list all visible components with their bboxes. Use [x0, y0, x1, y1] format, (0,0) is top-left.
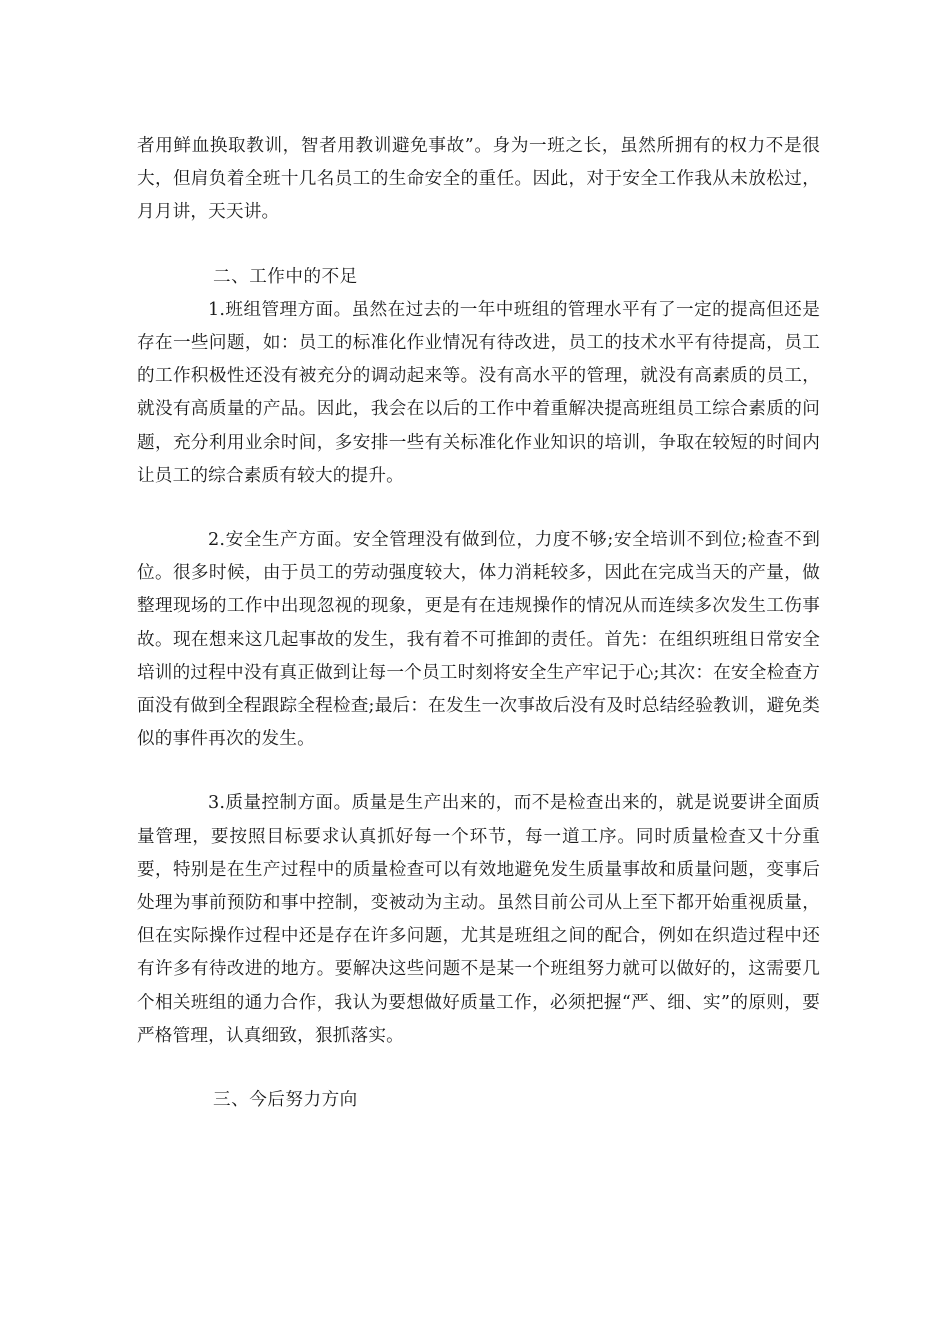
- section-heading-future-direction: 三、今后努力方向: [213, 1090, 358, 1111]
- section-heading-shortcomings: 二、工作中的不足: [213, 266, 358, 287]
- intro-paragraph: 者用鲜血换取教训，智者用教训避免事故”。身为一班之长，虽然所拥有的权力不是很大，但肩负着全班十几名员工的生命安全的重任。因此，对于安全工作我从未放松过，月月讲，天天讲。: [137, 136, 820, 223]
- paragraph-team-management: 1.班组管理方面。虽然在过去的一年中班组的管理水平有了一定的提高但还是存在一些问题，如：员工的标准化作业情况有待改进，员工的技术水平有待提高，员工的工作积极性还没有被充分的调动起来等。没有高水平的管理，就没有高素质的员工，就没有高质量的产品。因此，我会在以后的工作中着重解决提高班组员工综合素质的问题，充分利用业余时间，多安排一些有关标准化作业知识的培训，争取在较短的时间内让员工的综合素质有较大的提升。: [137, 299, 820, 486]
- paragraph-safety-production: 2.安全生产方面。安全管理没有做到位，力度不够;安全培训不到位;检查不到位。很多时候，由于员工的劳动强度较大，体力消耗较多，因此在完成当天的产量，做整理现场的工作中出现忽视的现象，更是有在违规操作的情况从而连续多次发生工伤事故。现在想来这几起事故的发生，我有着不可推卸的责任。首先：在组织班组日常安全培训的过程中没有真正做到让每一个员工时刻将安全生产牢记于心;其次：在安全检查方面没有做到全程跟踪全程检查;最后：在发生一次事故后没有及时总结经验教训，避免类似的事件再次的发生。: [137, 530, 820, 750]
- paragraph-quality-control: 3.质量控制方面。质量是生产出来的，而不是检查出来的，就是说要讲全面质量管理，要按照目标要求认真抓好每一个环节，每一道工序。同时质量检查又十分重要，特别是在生产过程中的质量检查可以有效地避免发生质量事故和质量问题，变事后处理为事前预防和事中控制，变被动为主动。虽然目前公司从上至下都开始重视质量，但在实际操作过程中还是存在许多问题，尤其是班组之间的配合，例如在织造过程中还有许多有待改进的地方。要解决这些问题不是某一个班组努力就可以做好的，这需要几个相关班组的通力合作，我认为要想做好质量工作，必须把握“严、细、实”的原则，要严格管理，认真细致，狠抓落实。: [137, 793, 820, 1046]
- document-body: [137, 130, 820, 1117]
